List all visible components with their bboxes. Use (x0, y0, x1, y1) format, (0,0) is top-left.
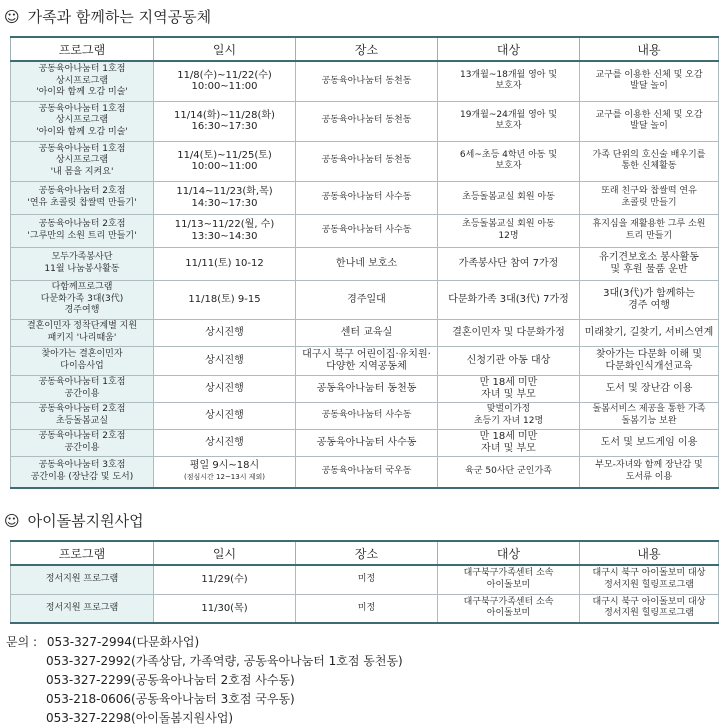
smiley-icon: ☺ (4, 511, 20, 530)
cell-target: 대구북구가족센터 소속 아이돌보미 (438, 594, 580, 623)
cell-target: 만 18세 미만 자녀 및 부모 (438, 429, 580, 456)
column-header: 장소 (296, 541, 438, 565)
cell-target: 결혼이민자 및 다문화가정 (438, 319, 580, 346)
cell-place: 한나네 보호소 (296, 247, 438, 280)
cell-target: 만 18세 미만 자녀 및 부모 (438, 375, 580, 402)
table-header-row (11, 541, 719, 565)
cell-target: 13개월~18개월 영아 및 보호자 (438, 61, 580, 101)
smiley-icon: ☺ (4, 7, 20, 26)
cell-content: 가족 단위의 호신술 배우기를 통한 신체활동 (580, 141, 719, 181)
cell-place: 대구시 북구 어린이집·유치원· 다양한 지역공동체 (296, 346, 438, 375)
contact-phone: 053-327-2994(다문화사업) (46, 635, 200, 649)
cell-place: 공동육아나눔터 동천동 (296, 141, 438, 181)
table-row (11, 214, 719, 247)
cell-program: 공동육아나눔터 2호점 공간이용 (11, 429, 154, 456)
cell-place: 공동육아나눔터 국우동 (296, 456, 438, 488)
cell-content: 휴지심을 재활용한 그루 소원 트리 만들기 (580, 214, 719, 247)
cell-target: 6세~초등 4학년 아동 및 보호자 (438, 141, 580, 181)
cell-program: 모두가족봉사단 11월 나눔봉사활동 (11, 247, 154, 280)
cell-program: 정서지원 프로그램 (11, 565, 154, 594)
table-row (11, 402, 719, 429)
section-title-community (4, 6, 211, 27)
table-row (11, 594, 719, 623)
cell-place: 공동육아나눔터 사수동 (296, 402, 438, 429)
cell-date: 11/8(수)~11/22(수) 10:00~11:00 (154, 61, 296, 101)
cell-content: 도서 및 장난감 이용 (580, 375, 719, 402)
cell-date: 11/11(토) 10-12 (154, 247, 296, 280)
cell-target: 맞벌이가정 초등기 자녀 12명 (438, 402, 580, 429)
section-title-text: 가족과 함께하는 지역공동체 (27, 8, 212, 26)
contact-line: 053-327-2992(가족상담, 가족역량, 공동육아나눔터 1호점 동천동) (46, 654, 403, 668)
cell-program: 공동육아나눔터 1호점 상시프로그램 '아이와 함께 오감 미술' (11, 101, 154, 141)
cell-date: 상시진행 (154, 346, 296, 375)
table-row (11, 181, 719, 214)
cell-place: 공동육아나눔터 사수동 (296, 214, 438, 247)
cell-date: 상시진행 (154, 319, 296, 346)
cell-program: 공동육아나눔터 1호점 상시프로그램 '내 몸을 지켜요' (11, 141, 154, 181)
cell-program: 다함께프로그램 다문화가족 3대(3代) 경주여행 (11, 280, 154, 319)
column-header: 내용 (580, 541, 719, 565)
column-header: 내용 (580, 37, 719, 61)
cell-date: 11/13~11/22(월, 수) 13:30~14:30 (154, 214, 296, 247)
cell-target: 신청기관 아동 대상 (438, 346, 580, 375)
contact-info (6, 633, 403, 728)
table-row (11, 429, 719, 456)
column-header: 장소 (296, 37, 438, 61)
cell-content: 또래 친구와 찹쌀떡 연유 초콜릿 만들기 (580, 181, 719, 214)
cell-content: 교구를 이용한 신체 및 오감 발달 놀이 (580, 61, 719, 101)
cell-place: 공동육아나눔터 동천동 (296, 61, 438, 101)
cell-program: 정서지원 프로그램 (11, 594, 154, 623)
cell-date: 11/30(목) (154, 594, 296, 623)
date-note: (점심시간 12~13시 제외) (184, 473, 265, 482)
cell-program: 공동육아나눔터 3호점 공간이용 (장난감 및 도서) (11, 456, 154, 488)
cell-content: 찾아가는 다문화 이해 및 다문화인식개선교육 (580, 346, 719, 375)
table-row (11, 61, 719, 101)
cell-content: 도서 및 보드게임 이용 (580, 429, 719, 456)
cell-place: 공동육아나눔터 동천동 (296, 101, 438, 141)
cell-program: 공동육아나눔터 2호점 '그루만의 소원 트리 만들기' (11, 214, 154, 247)
contact-line (6, 633, 403, 652)
cell-date: 11/29(수) (154, 565, 296, 594)
cell-content: 3대(3代)가 함께하는 경주 여행 (580, 280, 719, 319)
column-header: 프로그램 (11, 541, 154, 565)
section-title-text: 아이돌봄지원사업 (27, 512, 144, 530)
table-row (11, 565, 719, 594)
cell-place: 공동육아나눔터 동천동 (296, 375, 438, 402)
cell-target: 육군 50사단 군인가족 (438, 456, 580, 488)
cell-place: 미정 (296, 565, 438, 594)
contact-line: 053-218-0606(공동육아나눔터 3호점 국우동) (46, 692, 295, 706)
table-row (11, 319, 719, 346)
column-header: 프로그램 (11, 37, 154, 61)
cell-content: 대구시 북구 아이돌보미 대상 정서지원 힐링프로그램 (580, 565, 719, 594)
cell-target: 다문화가족 3대(3代) 7가정 (438, 280, 580, 319)
cell-content: 교구를 이용한 신체 및 오감 발달 놀이 (580, 101, 719, 141)
cell-content: 부모-자녀와 함께 장난감 및 도서류 이용 (580, 456, 719, 488)
column-header: 일시 (154, 37, 296, 61)
cell-content: 돌봄서비스 제공을 통한 가족 돌봄기능 보완 (580, 402, 719, 429)
cell-target: 대구북구가족센터 소속 아이돌보미 (438, 565, 580, 594)
cell-date: 11/14~11/23(화,목) 14:30~17:30 (154, 181, 296, 214)
cell-date: 상시진행 (154, 429, 296, 456)
table-header-row (11, 37, 719, 61)
cell-program: 결혼이민자 정착단계별 지원 패키지 '나리때움' (11, 319, 154, 346)
cell-date: 상시진행 (154, 402, 296, 429)
cell-place: 경주일대 (296, 280, 438, 319)
cell-place: 공동육아나눔터 사수동 (296, 181, 438, 214)
cell-date: 11/18(토) 9-15 (154, 280, 296, 319)
cell-target: 가족봉사단 참여 7가정 (438, 247, 580, 280)
cell-content: 유기견보호소 봉사활동 및 후원 물품 운반 (580, 247, 719, 280)
cell-date: 상시진행 (154, 375, 296, 402)
cell-target: 초등돌봄교실 회원 아동 (438, 181, 580, 214)
section-title-childcare (4, 510, 144, 531)
table-row (11, 346, 719, 375)
contact-line: 053-327-2298(아이돌봄지원사업) (46, 711, 234, 725)
cell-date: 11/14(화)~11/28(화) 16:30~17:30 (154, 101, 296, 141)
cell-date: 11/4(토)~11/25(토) 10:00~11:00 (154, 141, 296, 181)
table-row (11, 247, 719, 280)
table-row (11, 280, 719, 319)
column-header: 대상 (438, 37, 580, 61)
column-header: 대상 (438, 541, 580, 565)
cell-program: 공동육아나눔터 1호점 공간이용 (11, 375, 154, 402)
cell-place: 공동육아나눔터 사수동 (296, 429, 438, 456)
cell-date: 평일 9시~18시 (점심시간 12~13시 제외) (154, 456, 296, 488)
community-program-table (10, 36, 719, 489)
table-row (11, 375, 719, 402)
cell-program: 공동육아나눔터 2호점 초등돌봄교실 (11, 402, 154, 429)
cell-content: 대구시 북구 아이돌보미 대상 정서지원 힐링프로그램 (580, 594, 719, 623)
table-row (11, 456, 719, 488)
cell-target: 초등돌봄교실 회원 아동 12명 (438, 214, 580, 247)
cell-target: 19개월~24개월 영아 및 보호자 (438, 101, 580, 141)
table-row (11, 141, 719, 181)
table-row (11, 101, 719, 141)
cell-content: 미래찾기, 길찾기, 서비스연계 (580, 319, 719, 346)
childcare-program-table (10, 540, 719, 624)
cell-place: 센터 교육실 (296, 319, 438, 346)
column-header: 일시 (154, 541, 296, 565)
cell-place: 미정 (296, 594, 438, 623)
cell-program: 공동육아나눔터 2호점 '연유 초콜릿 찹쌀떡 만들기' (11, 181, 154, 214)
cell-program: 공동육아나눔터 1호점 상시프로그램 '아이와 함께 오감 미술' (11, 61, 154, 101)
contact-line: 053-327-2299(공동육아나눔터 2호점 사수동) (46, 673, 295, 687)
cell-program: 찾아가는 결혼이민자 다이음사업 (11, 346, 154, 375)
contact-label: 문의 : (6, 635, 38, 649)
